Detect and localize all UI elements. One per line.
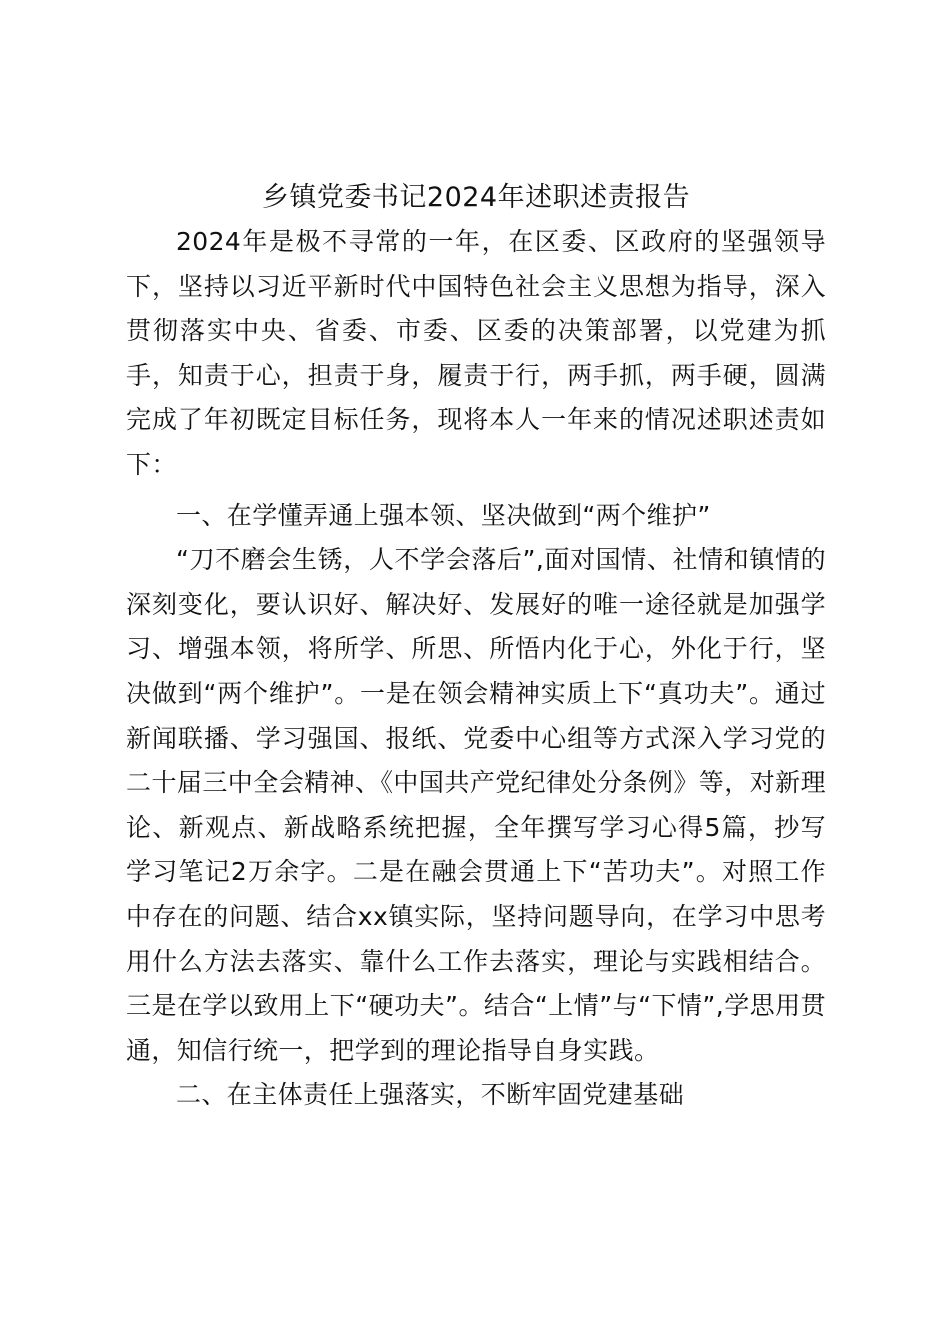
section-2-heading: 二、在主体责任上强落实，不断牢固党建基础 (176, 1080, 685, 1110)
intro-paragraph: 2024年是极不寻常的一年，在区委、区政府的坚强领导下，坚持以习近平新时代中国特色社会主义思想为指导，深入贯彻落实中央、省委、市委、区委的决策部署，以党建为抓手，知责于心，担责于身，履责于行，两手抓，两手硬，圆满完成了年初既定目标任务，现将本人一年来的情况述职述责如下： (126, 227, 826, 479)
section-1-paragraph: “刀不磨会生锈，人不学会落后”,面对国情、社情和镇情的深刻变化，要认识好、解决好、发展好的唯一途径就是加强学习、增强本领，将所学、所思、所悟内化于心，外化于行，坚决做到“两个维护”。一是在领会精神实质上下“真功夫”。通过新闻联播、学习强国、报纸、党委中心组等方式深入学习党的二十届三中全会精神、《中国共产党纪律处分条例》等，对新理论、新观点、新战略系统把握，全年撰写学习心得5篇，抄写学习笔记2万余字。二是在融会贯通上下“苦功夫”。对照工作中存在的问题、结合xx镇实际，坚持问题导向，在学习中思考用什么方法去落实、靠什么工作去落实，理论与实践相结合。三是在学以致用上下“硬功夫”。结合“上情”与“下情”,学思用贯通，知信行统一，把学到的理论指导自身实践。 (126, 545, 826, 1065)
document-body (126, 176, 826, 1118)
section-1-heading: 一、在学懂弄通上强本领、坚决做到“两个维护” (176, 500, 711, 530)
document-title: 乡镇党委书记2024年述职述责报告 (261, 182, 691, 213)
